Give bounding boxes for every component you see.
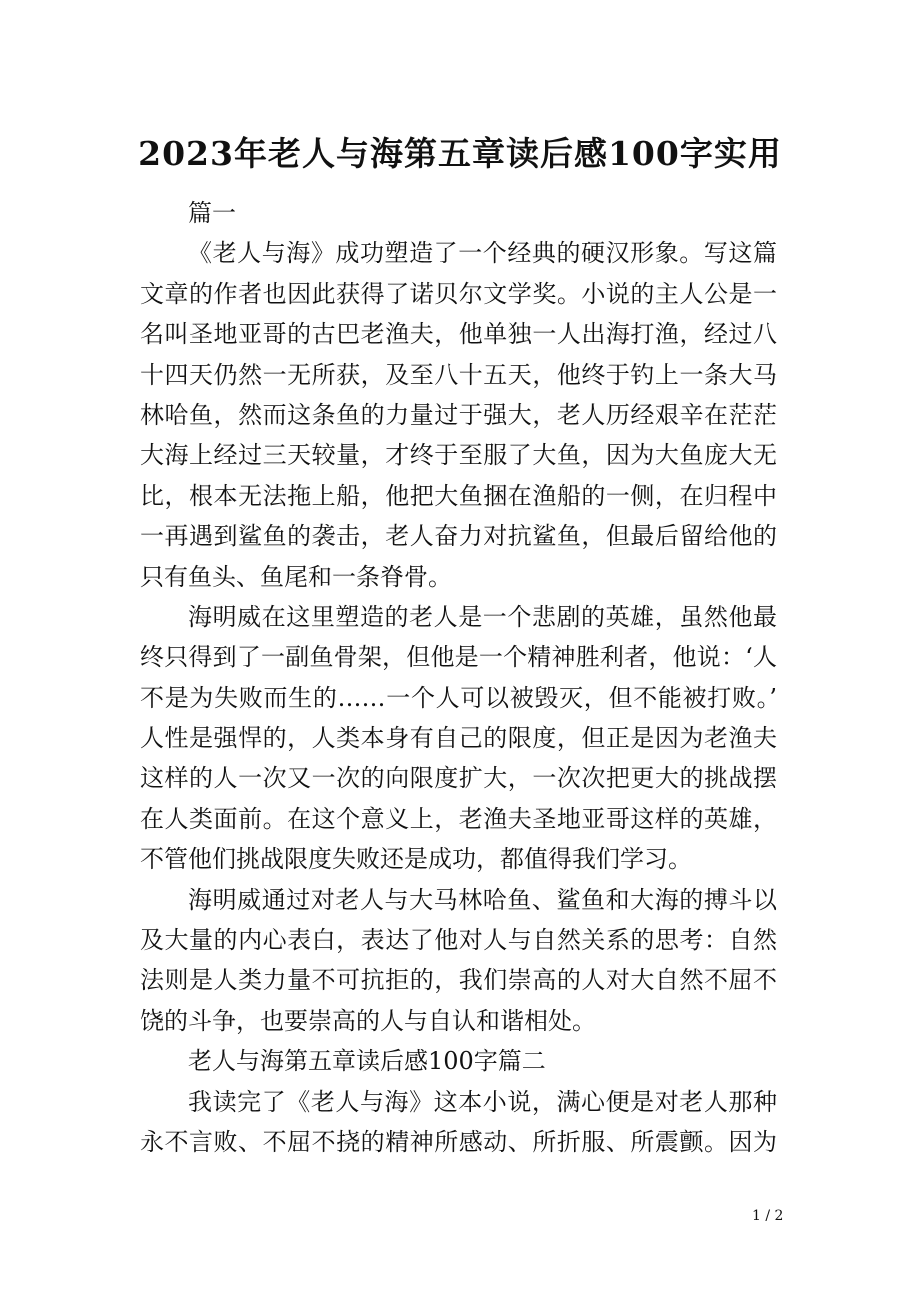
text-line: 只有鱼头、鱼尾和一条脊骨。: [140, 562, 452, 591]
paragraph: [140, 193, 777, 233]
document-body: [140, 193, 777, 1162]
text-line: 及大量的内心表白，表达了他对人与自然关系的思考：自然: [140, 926, 777, 955]
text-line: 不管他们挑战限度失败还是成功，都值得我们学习。: [140, 845, 692, 874]
page-number: 1 / 2: [752, 1208, 784, 1224]
paragraph: [140, 1041, 777, 1081]
text-line: 大海上经过三天较量，才终于至服了大鱼，因为大鱼庞大无: [140, 441, 777, 470]
text-line: 终只得到了一副鱼骨架，但他是一个精神胜利者，他说：‘人: [140, 643, 777, 672]
text-line: 我读完了《老人与海》这本小说，满心便是对老人那种: [188, 1087, 777, 1116]
text-line: 饶的斗争，也要崇高的人与自认和谐相处。: [140, 1006, 596, 1035]
text-line: 海明威通过对老人与大马林哈鱼、鲨鱼和大海的搏斗以: [188, 885, 777, 914]
text-line: 一再遇到鲨鱼的袭击，老人奋力对抗鲨鱼，但最后留给他的: [140, 522, 777, 551]
text-line: 比，根本无法拖上船，他把大鱼捆在渔船的一侧，在归程中: [140, 481, 777, 510]
text-line: 永不言败、不屈不挠的精神所感动、所折服、所震颤。因为: [140, 1127, 777, 1156]
text-line: 篇一: [188, 199, 236, 227]
text-line: 老人与海第五章读后感100字篇二: [188, 1047, 546, 1076]
paragraph: [140, 1082, 777, 1163]
text-line: 法则是人类力量不可抗拒的，我们崇高的人对大自然不屈不: [140, 966, 777, 995]
text-line: 不是为失败而生的……一个人可以被毁灭，但不能被打败。’: [140, 683, 777, 712]
paragraph: [140, 597, 777, 880]
text-line: 海明威在这里塑造的老人是一个悲剧的英雄，虽然他最: [188, 602, 777, 631]
text-line: 名叫圣地亚哥的古巴老渔夫，他单独一人出海打渔，经过八: [140, 320, 777, 349]
text-line: 人性是强悍的，人类本身有自己的限度，但正是因为老渔夫: [140, 724, 777, 753]
paragraph: [140, 233, 777, 597]
text-line: 十四天仍然一无所获，及至八十五天，他终于钓上一条大马: [140, 360, 777, 389]
text-line: 这样的人一次又一次的向限度扩大，一次次把更大的挑战摆: [140, 764, 777, 793]
paragraph: [140, 880, 777, 1042]
text-line: 林哈鱼，然而这条鱼的力量过于强大，老人历经艰辛在茫茫: [140, 400, 777, 429]
text-line: 《老人与海》成功塑造了一个经典的硬汉形象。写这篇: [188, 239, 777, 268]
text-line: 文章的作者也因此获得了诺贝尔文学奖。小说的主人公是一: [140, 279, 777, 308]
text-line: 在人类面前。在这个意义上，老渔夫圣地亚哥这样的英雄，: [140, 804, 777, 833]
document-title: 2023年老人与海第五章读后感100字实用: [138, 134, 782, 173]
